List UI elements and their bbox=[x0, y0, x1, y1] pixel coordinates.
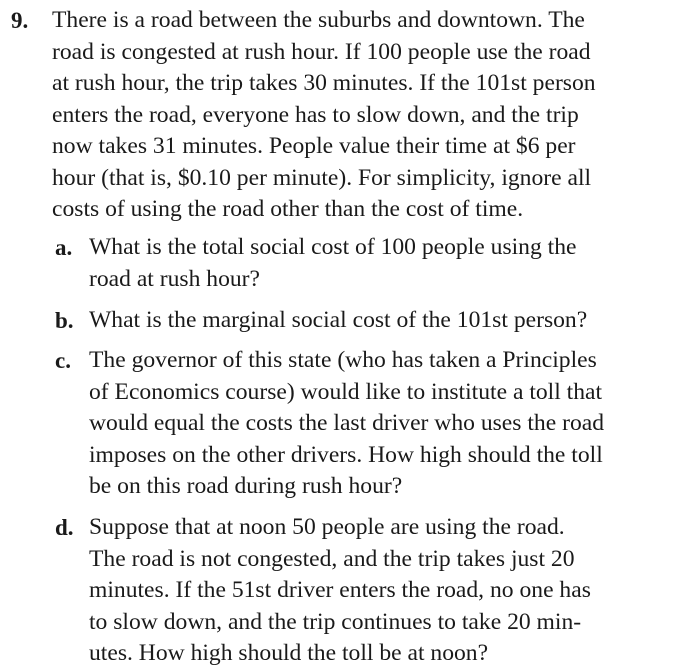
part-text bbox=[89, 232, 654, 295]
statement-line: hour (that is, $0.10 per minute). For simplicity, ignore all bbox=[52, 164, 592, 191]
part-line: be on this road during rush hour? bbox=[89, 473, 403, 499]
part-text bbox=[89, 305, 654, 337]
part-label: b. bbox=[55, 308, 74, 333]
part-line: utes. How high should the toll be at noon? bbox=[89, 640, 489, 666]
part-label: c. bbox=[55, 348, 71, 373]
statement-line: now takes 31 minutes. People value their time at $6 per bbox=[52, 133, 576, 159]
problem-statement bbox=[52, 5, 656, 226]
part-line: The road is not congested, and the trip takes just 20 bbox=[89, 545, 575, 572]
part-line: The governor of this state (who has taken a Principles bbox=[89, 347, 597, 373]
statement-line: at rush hour, the trip takes 30 minutes. If the 101st person bbox=[52, 70, 596, 96]
part-label: d. bbox=[55, 515, 74, 540]
part-line: minutes. If the 51st driver enters the road, no one has bbox=[89, 577, 591, 603]
statement-line: costs of using the road other than the cost of time. bbox=[52, 196, 524, 222]
statement-line: enters the road, everyone has to slow down, and the trip bbox=[52, 101, 579, 128]
part-line: What is the marginal social cost of the 101st person? bbox=[89, 307, 588, 333]
statement-line: There is a road between the suburbs and downtown. The bbox=[52, 7, 585, 33]
part-line: Suppose that at noon 50 people are using the road. bbox=[89, 514, 565, 540]
part-line: imposes on the other drivers. How high should the toll bbox=[89, 441, 603, 468]
part-text bbox=[89, 345, 654, 503]
part-text bbox=[89, 512, 654, 670]
statement-line: road is congested at rush hour. If 100 people use the road bbox=[52, 38, 591, 65]
part-line: What is the total social cost of 100 people using the bbox=[89, 234, 577, 260]
part-line: would equal the costs the last driver who uses the road bbox=[89, 410, 605, 436]
part-line: of Economics course) would like to institute a toll that bbox=[89, 378, 603, 405]
part-line: road at rush hour? bbox=[89, 265, 260, 292]
problem-number: 9. bbox=[11, 8, 29, 33]
part-label: a. bbox=[55, 235, 73, 260]
part-line: to slow down, and the trip continues to take 20 min- bbox=[89, 608, 582, 635]
